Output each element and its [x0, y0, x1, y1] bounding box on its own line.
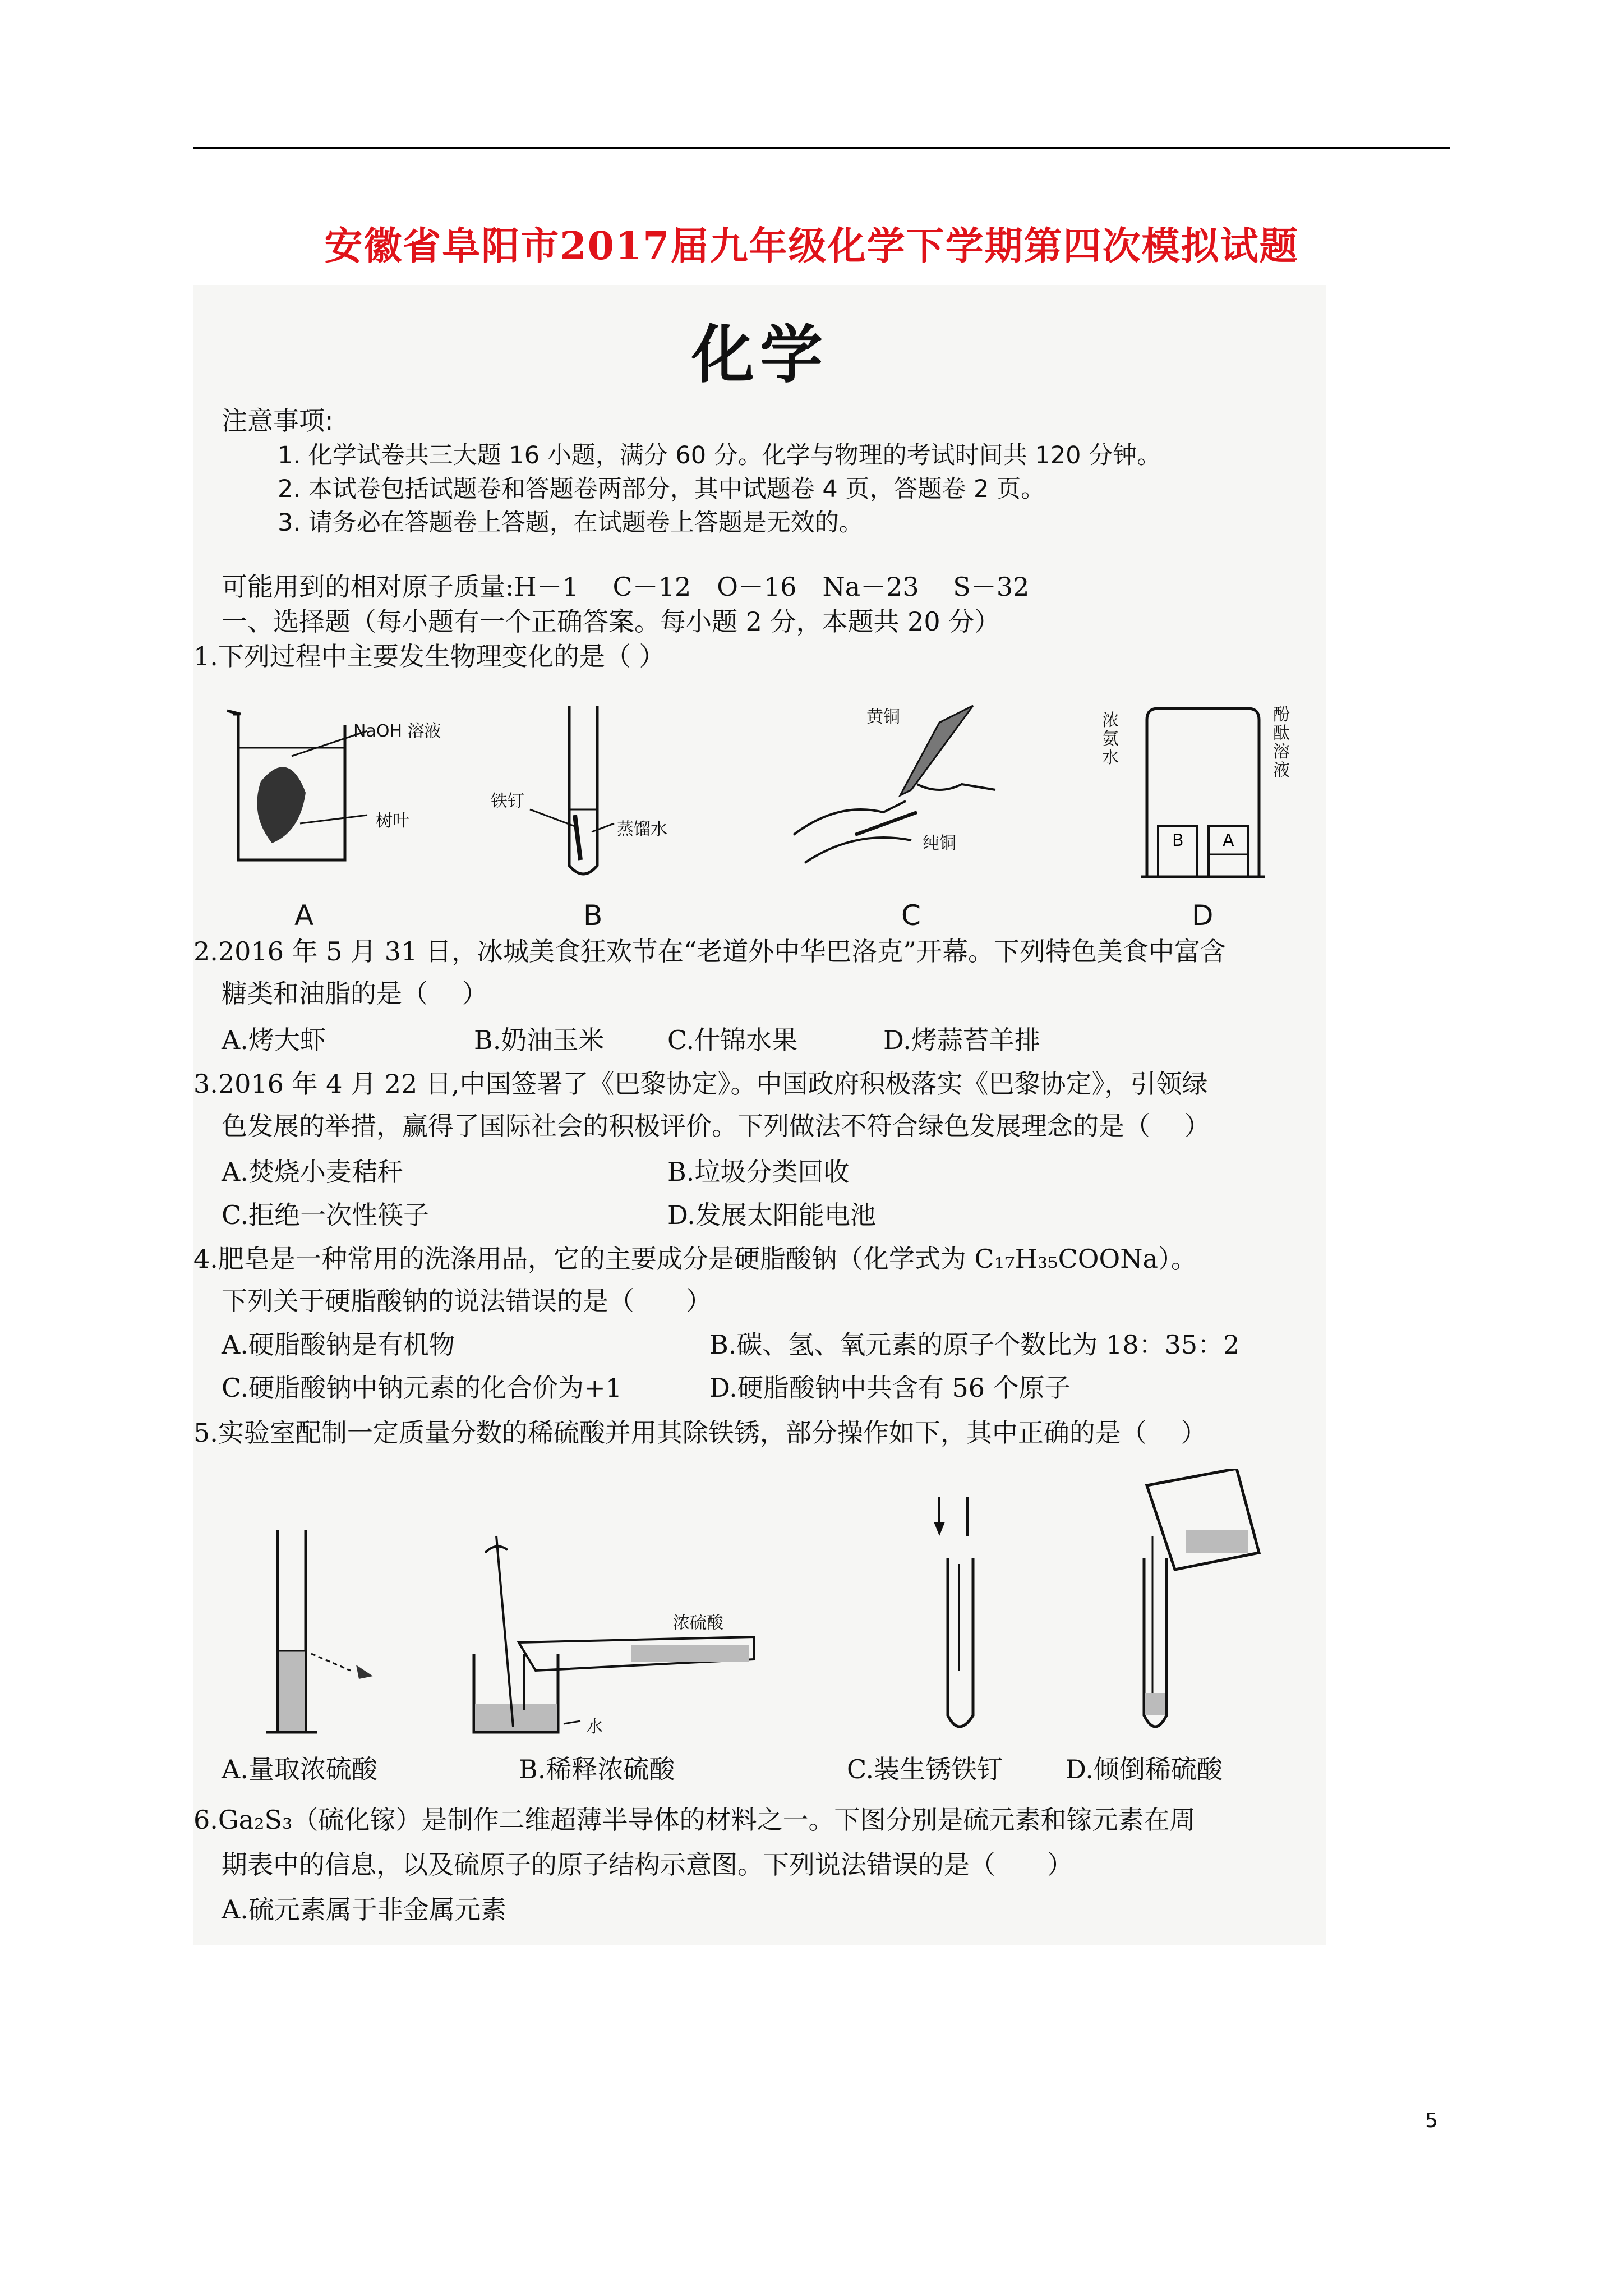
label-distilled-water: 蒸馏水 [617, 820, 667, 839]
q1-label-d: D [1192, 899, 1214, 932]
atomic-masses: 可能用到的相对原子质量:H－1 C－12 O－16 Na－23 S－32 [222, 572, 1030, 602]
top-rule [193, 147, 1450, 149]
q3-option-a: A.焚烧小麦秸秆 [222, 1157, 403, 1187]
q5-figure-c [917, 1497, 1007, 1743]
q3-option-d: D.发展太阳能电池 [667, 1200, 876, 1230]
q6-stem-2: 期表中的信息，以及硫原子的原子结构示意图。下列说法错误的是（ ） [222, 1849, 1073, 1880]
q3-option-b: B.垃圾分类回收 [667, 1157, 850, 1187]
q6-stem-1: 6.Ga₂S₃（硫化镓）是制作二维超薄半导体的材料之一。下图分别是硫元素和镓元素在周 [193, 1805, 1196, 1835]
q3-stem-2: 色发展的举措，赢得了国际社会的积极评价。下列做法不符合绿色发展理念的是（ ） [222, 1111, 1210, 1141]
q4-option-c: C.硬脂酸钠中钠元素的化合价为+1 [222, 1373, 622, 1403]
notice-3: 3. 请务必在答题卷上答题，在试题卷上答题是无效的。 [278, 509, 863, 537]
q3-stem-1: 3.2016 年 4 月 22 日,中国签署了《巴黎协定》。中国政府积极落实《巴黎协定》，引领绿 [193, 1069, 1208, 1099]
notice-2: 2. 本试卷包括试题卷和答题卷两部分，其中试题卷 4 页，答题卷 2 页。 [278, 475, 1045, 503]
q5-figure-b [463, 1525, 777, 1743]
q5-figure-a [244, 1525, 390, 1743]
q2-stem-1: 2.2016 年 5 月 31 日，冰城美食狂欢节在“老道外中华巴洛克”开幕。下列特色美食中富含 [193, 936, 1226, 967]
q2-option-d: D.烤蒜苔羊排 [883, 1025, 1040, 1055]
label-pure-copper: 纯铜 [923, 834, 956, 853]
q4-option-a: A.硬脂酸钠是有机物 [222, 1329, 455, 1360]
section-1-heading: 一、选择题（每小题有一个正确答案。每小题 2 分，本题共 20 分） [222, 606, 1000, 637]
q1-label-a: A [294, 899, 314, 932]
page-number: 5 [1425, 2109, 1438, 2132]
q4-stem-1: 4.肥皂是一种常用的洗涤用品，它的主要成分是硬脂酸钠（化学式为 C₁₇H₃₅COONa）。 [193, 1244, 1197, 1274]
beaker-b-letter: B [1172, 831, 1184, 850]
q4-option-b: B.碳、氢、氧元素的原子个数比为 18：35：2 [709, 1329, 1240, 1360]
subject-title: 化学 [691, 319, 828, 392]
label-naoh: NaOH 溶液 [353, 721, 441, 741]
label-conc-sulfuric-acid: 浓硫酸 [673, 1613, 723, 1633]
q2-option-b: B.奶油玉米 [474, 1025, 605, 1055]
q5-option-c: C.装生锈铁钉 [847, 1754, 1003, 1784]
label-brass: 黄铜 [866, 707, 900, 727]
q1-figure-d [1124, 703, 1270, 888]
notice-heading: 注意事项: [222, 406, 334, 436]
q1-stem: 1.下列过程中主要发生物理变化的是（ ） [193, 641, 665, 671]
label-leaf: 树叶 [376, 811, 409, 831]
q3-option-c: C.拒绝一次性筷子 [222, 1200, 430, 1230]
q5-option-a: A.量取浓硫酸 [222, 1754, 377, 1784]
q6-option-a: A.硫元素属于非金属元素 [222, 1894, 506, 1925]
q4-stem-2: 下列关于硬脂酸钠的说法错误的是（ ） [222, 1286, 712, 1316]
label-conc-ammonia: 浓氨水 [1102, 711, 1119, 767]
q1-figure-b [508, 703, 653, 888]
q4-option-d: D.硬脂酸钠中共含有 56 个原子 [709, 1373, 1071, 1403]
q2-option-a: A.烤大虾 [222, 1025, 326, 1055]
q5-stem: 5.实验室配制一定质量分数的稀硫酸并用其除铁锈，部分操作如下，其中正确的是（ ） [193, 1418, 1207, 1448]
q5-figure-d [1113, 1469, 1281, 1743]
label-phenolphthalein: 酚酞溶液 [1273, 705, 1290, 780]
q5-option-b: B.稀释浓硫酸 [519, 1754, 675, 1784]
q1-label-c: C [901, 899, 921, 932]
label-water: 水 [586, 1717, 603, 1737]
label-nail: 铁钉 [491, 792, 524, 811]
scanned-exam-page [193, 285, 1326, 1945]
document-title: 安徽省阜阳市2017届九年级化学下学期第四次模拟试题 [324, 224, 1299, 269]
notice-1: 1. 化学试卷共三大题 16 小题，满分 60 分。化学与物理的考试时间共 120 分钟。 [278, 441, 1161, 470]
beaker-a-letter: A [1223, 831, 1234, 850]
q2-option-c: C.什锦水果 [667, 1025, 798, 1055]
q5-option-d: D.倾倒稀硫酸 [1066, 1754, 1223, 1784]
q1-label-b: B [583, 899, 603, 932]
q2-stem-2: 糖类和油脂的是（ ） [222, 978, 488, 1009]
